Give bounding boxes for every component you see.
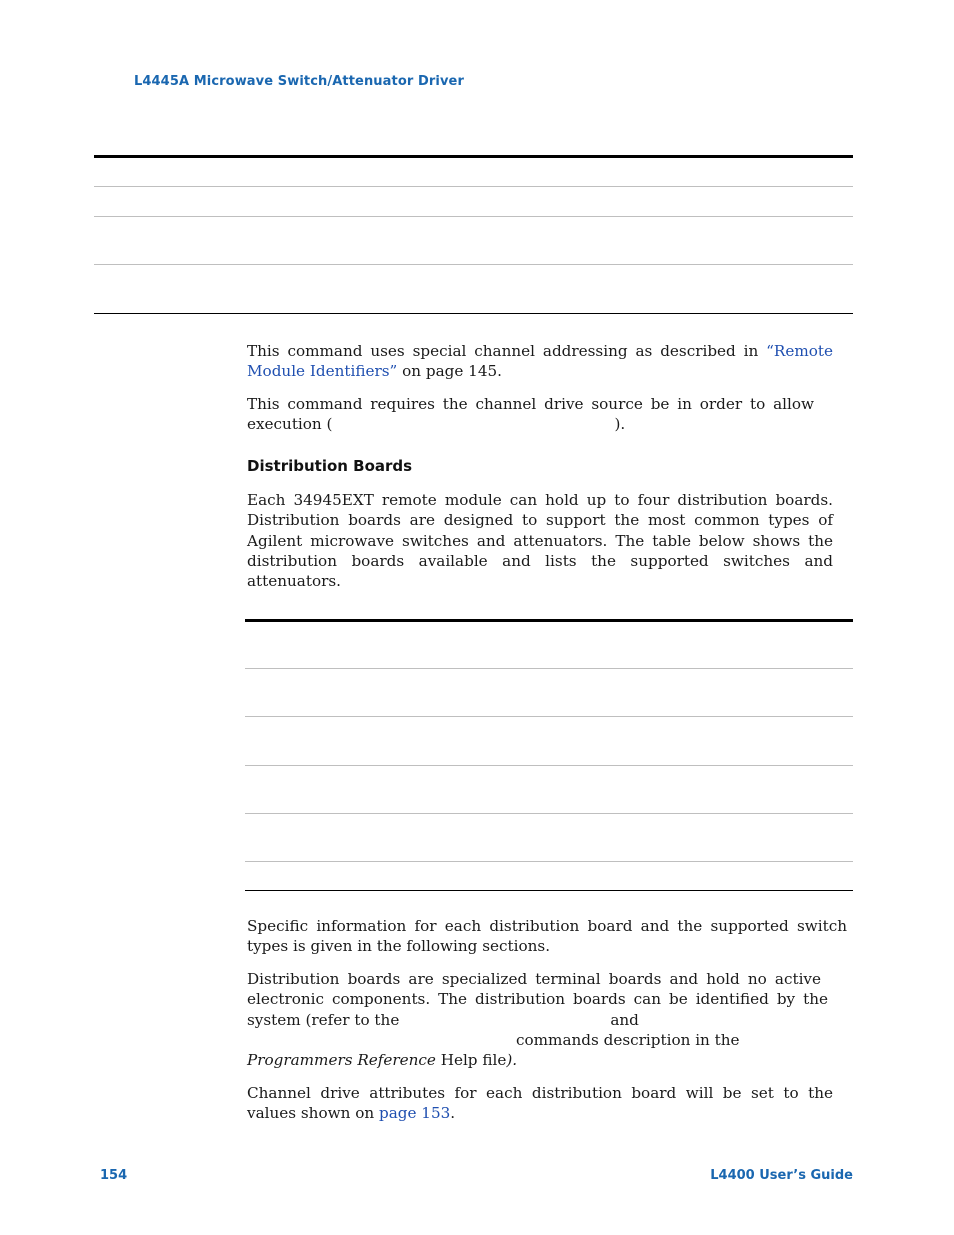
table1-row-divider (94, 186, 853, 187)
paragraph-line (247, 1010, 833, 1030)
table1-top-rule (94, 155, 853, 158)
terminal-boards-paragraph (247, 969, 833, 1070)
page-number: 154 (100, 1168, 128, 1183)
paragraph-text: commands description in the (516, 1030, 740, 1049)
table2-row-divider (245, 861, 853, 862)
channel-drive-attributes-paragraph (247, 1083, 833, 1124)
table2-row-divider (245, 765, 853, 766)
paragraph-line: This command requires the channel drive source be in order to allow (247, 395, 814, 413)
table2-row-divider (245, 813, 853, 814)
remarks-paragraph-drive-source (247, 394, 833, 435)
paragraph-line: Distribution boards are specialized terminal boards and hold no active (247, 970, 821, 988)
paragraph-line (247, 414, 833, 434)
paragraph-text: and (610, 1010, 639, 1029)
table2-bottom-rule (245, 890, 853, 891)
paragraph-text: . (450, 1104, 456, 1123)
table1-row-divider (94, 264, 853, 265)
paragraph-text: ). (614, 415, 626, 434)
paragraph-text: Help file (435, 1051, 507, 1070)
paragraph-line: electronic components. The distribution boards can be identified by the (247, 990, 828, 1009)
paragraph-text: This command uses special channel addressing as described in (247, 342, 767, 360)
table1-bottom-rule (94, 313, 853, 314)
paragraph-text: Channel drive attributes for each distribution board will be set to the values shown on (247, 1084, 833, 1123)
table2-top-rule (245, 619, 853, 622)
guide-title: L4400 User’s Guide (710, 1168, 853, 1183)
running-header: L4445A Microwave Switch/Attenuator Driver (134, 74, 464, 89)
remote-module-identifiers-link[interactable]: “Remote Module Identifiers” (247, 342, 833, 381)
remarks-paragraph-addressing (247, 341, 833, 382)
paragraph-line (247, 1030, 833, 1050)
distribution-boards-intro: Each 34945EXT remote module can hold up to four distribution boards. Distribution boards are designed to support the most common types of Agilent microwave switches and attenuators. The table below shows the distribution boards available and lists the supported switches and attenuators. (247, 491, 833, 591)
specific-information-paragraph: Specific information for each distribution board and the supported switch types is given in the following sections. (247, 917, 847, 956)
table1-row-divider (94, 216, 853, 217)
table2-row-divider (245, 668, 853, 669)
paragraph-line (247, 1050, 833, 1070)
programmers-reference-title: Programmers Reference (247, 1051, 436, 1070)
paragraph-text: execution ( (247, 415, 333, 434)
page-153-link[interactable]: page 153 (378, 1104, 451, 1123)
paragraph-text: on page 145. (397, 362, 502, 381)
table2-row-divider (245, 716, 853, 717)
paragraph-text: ). (506, 1051, 518, 1070)
section-heading: Distribution Boards (247, 457, 413, 475)
paragraph-text: system (refer to the (247, 1010, 400, 1029)
